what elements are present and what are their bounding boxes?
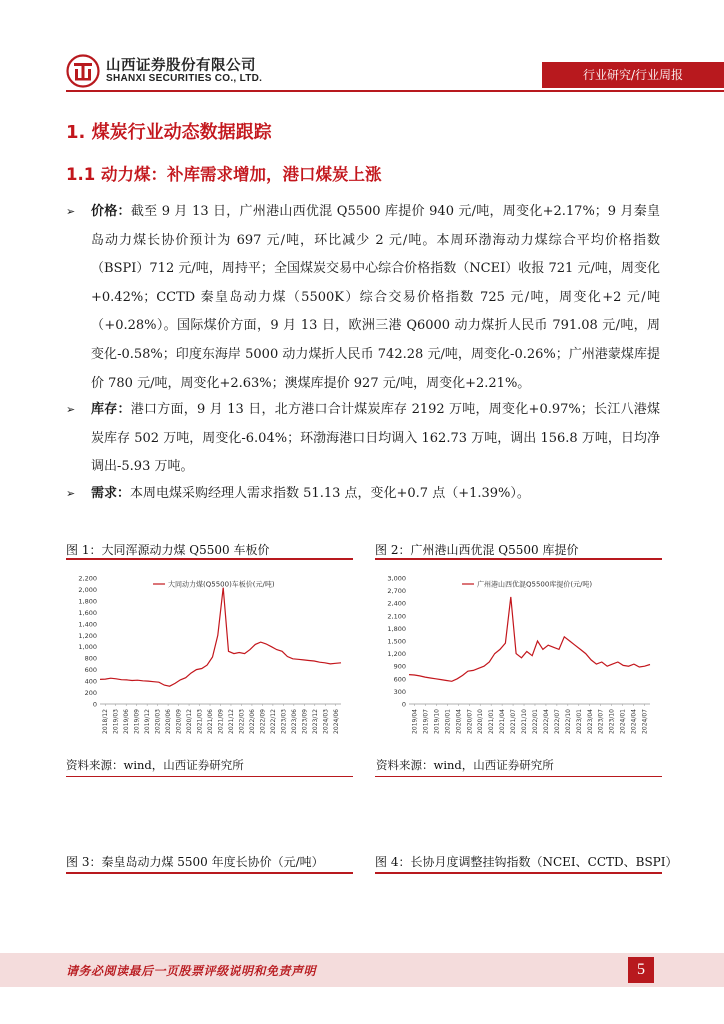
x-tick-label: 2019/03	[112, 709, 120, 734]
bullet-demand	[66, 480, 660, 509]
figure-4-title: 图 4：长协月度调整挂钩指数（NCEI、CCTD、BSPI）	[375, 855, 678, 869]
x-tick-label: 2024/01	[619, 709, 627, 734]
y-tick-label: 1,800	[387, 624, 406, 633]
figure-2-chart	[375, 566, 662, 752]
x-tick-label: 2019/10	[433, 709, 441, 734]
bullet-text: 本周电煤采购经理人需求指数 51.13 点，变化+0.7 点（+1.39%）。	[130, 486, 530, 501]
series-line	[100, 588, 341, 687]
x-tick-label: 2022/12	[269, 709, 277, 734]
figure-1-title: 图 1：大同浑源动力煤 Q5500 车板价	[66, 543, 270, 557]
x-tick-label: 2019/04	[411, 709, 419, 734]
x-tick-label: 2024/03	[322, 709, 330, 734]
x-tick-label: 2018/12	[102, 709, 110, 734]
x-tick-label: 2023/03	[280, 709, 288, 734]
bullet-label: 库存：	[91, 402, 131, 417]
y-tick-label: 0	[401, 700, 406, 709]
x-tick-label: 2021/12	[227, 709, 235, 734]
x-tick-label: 2023/04	[586, 709, 594, 734]
bullet-label: 价格：	[91, 204, 131, 219]
x-tick-label: 2024/07	[641, 709, 649, 734]
x-tick-label: 2019/07	[422, 709, 430, 734]
x-tick-label: 2023/06	[290, 709, 298, 734]
x-tick-label: 2021/10	[521, 709, 529, 734]
y-tick-label: 2,400	[387, 599, 406, 608]
figure-3-title: 图 3：秦皇岛动力煤 5500 年度长协价（元/吨）	[66, 855, 324, 869]
figure-2-title: 图 2：广州港山西优混 Q5500 库提价	[375, 543, 579, 557]
figure-1-chart	[66, 566, 353, 752]
x-tick-label: 2020/10	[477, 709, 485, 734]
y-tick-label: 1,200	[387, 650, 406, 659]
x-tick-label: 2024/04	[630, 709, 638, 734]
subsection-title: 1.1 动力煤：补库需求增加，港口煤炭上涨	[66, 165, 382, 184]
legend-label: 大同动力煤(Q5500)车板价(元/吨)	[168, 580, 275, 589]
x-tick-label: 2021/06	[207, 709, 215, 734]
x-tick-label: 2019/06	[123, 709, 131, 734]
x-tick-label: 2022/04	[542, 709, 550, 734]
y-tick-label: 2,700	[387, 587, 406, 596]
y-tick-label: 0	[92, 700, 97, 709]
header-divider	[66, 90, 724, 92]
bullet-arrow-icon: ➢	[66, 487, 76, 500]
x-tick-label: 2021/03	[196, 709, 204, 734]
y-tick-label: 400	[84, 677, 97, 686]
x-tick-label: 2020/01	[444, 709, 452, 734]
x-tick-label: 2020/12	[186, 709, 194, 734]
x-tick-label: 2024/06	[332, 709, 340, 734]
x-tick-label: 2023/10	[608, 709, 616, 734]
figure-2-source: 资料来源：wind，山西证券研究所	[376, 758, 554, 772]
section-title: 1. 煤炭行业动态数据跟踪	[66, 122, 272, 143]
y-tick-label: 1,500	[387, 637, 406, 646]
y-tick-label: 2,200	[78, 574, 97, 583]
series-line	[409, 597, 650, 681]
x-tick-label: 2022/09	[259, 709, 267, 734]
y-tick-label: 1,000	[78, 643, 97, 652]
figure-3-title-rule	[66, 872, 353, 874]
company-name-en: SHANXI SECURITIES CO., LTD.	[106, 73, 263, 84]
y-tick-label: 900	[393, 662, 406, 671]
x-tick-label: 2023/01	[575, 709, 583, 734]
bullet-arrow-icon: ➢	[66, 205, 76, 218]
figure-4-title-rule	[375, 872, 662, 874]
bullet-text: 截至 9 月 13 日，广州港山西优混 Q5500 库提价 940 元/吨，周变化+2.17%；9 月秦皇岛动力煤长协价预计为 697 元/吨，环比减少 2 元/吨。本周环渤海动力煤综合平均价格指数（BSPI）712 元/吨，周持平；全国煤炭交易中心综合价格指数（NCEI）收报 721 元/吨，周变化+0.42%；CCTD 秦皇岛动力煤（5500K）综合交易价格指数 725 元/吨，周变化+2 元/吨（+0.28%）。国际煤价方面，9 月 13 日，欧洲三港 Q6000 动力煤折人民币 791.08 元/吨，周变化-0.58%；印度东海岸 5000 动力煤折人民币 742.28 元/吨，周变化-0.26%；广州港蒙煤库提价 780 元/吨，周变化+2.63%；澳煤库提价 927 元/吨，周变化+2.21%。	[91, 204, 660, 391]
figure-1-title-rule	[66, 558, 353, 560]
page-number: 5	[628, 957, 654, 983]
x-tick-label: 2022/03	[238, 709, 246, 734]
y-tick-label: 300	[393, 687, 406, 696]
footer-disclaimer: 请务必阅读最后一页股票评级说明和免责声明	[66, 964, 317, 978]
y-tick-label: 1,600	[78, 608, 97, 617]
company-name-cn: 山西证券股份有限公司	[106, 58, 256, 74]
bullet-text: 港口方面，9 月 13 日，北方港口合计煤炭库存 2192 万吨，周变化+0.97%；长江八港煤炭库存 502 万吨，周变化-6.04%；环渤海港口日均调入 162.73 万吨，调出 156.8 万吨，日均净调出-5.93 万吨。	[91, 402, 660, 475]
x-tick-label: 2023/12	[311, 709, 319, 734]
x-tick-label: 2022/01	[531, 709, 539, 734]
legend-label: 广州港山西优混Q5500库提价(元/吨)	[477, 580, 593, 589]
figure-1-source-rule	[66, 776, 353, 777]
bullet-label: 需求：	[91, 486, 131, 501]
x-tick-label: 2021/09	[217, 709, 225, 734]
x-tick-label: 2023/07	[597, 709, 605, 734]
x-tick-label: 2021/07	[510, 709, 518, 734]
x-tick-label: 2020/06	[165, 709, 173, 734]
x-tick-label: 2020/09	[175, 709, 183, 734]
y-tick-label: 3,000	[387, 574, 406, 583]
x-tick-label: 2020/03	[154, 709, 162, 734]
x-tick-label: 2019/12	[144, 709, 152, 734]
y-tick-label: 2,000	[78, 585, 97, 594]
x-tick-label: 2023/09	[301, 709, 309, 734]
y-tick-label: 800	[84, 654, 97, 663]
report-type-tag: 行业研究/行业周报	[542, 62, 724, 88]
bullet-inventory	[66, 396, 660, 482]
y-tick-label: 2,100	[387, 612, 406, 621]
bullet-arrow-icon: ➢	[66, 403, 76, 416]
x-tick-label: 2020/04	[455, 709, 463, 734]
figure-1-source: 资料来源：wind，山西证券研究所	[66, 758, 244, 772]
x-tick-label: 2022/07	[553, 709, 561, 734]
figure-2-source-rule	[375, 776, 662, 777]
x-tick-label: 2022/10	[564, 709, 572, 734]
x-tick-label: 2022/06	[248, 709, 256, 734]
y-tick-label: 200	[84, 689, 97, 698]
x-tick-label: 2021/04	[499, 709, 507, 734]
y-tick-label: 600	[393, 675, 406, 684]
y-tick-label: 600	[84, 666, 97, 675]
x-tick-label: 2020/07	[466, 709, 474, 734]
y-tick-label: 1,400	[78, 620, 97, 629]
y-tick-label: 1,200	[78, 631, 97, 640]
bullet-price	[66, 198, 660, 398]
x-tick-label: 2019/09	[133, 709, 141, 734]
company-logo-icon	[66, 54, 100, 88]
figure-2-title-rule	[375, 558, 662, 560]
y-tick-label: 1,800	[78, 597, 97, 606]
x-tick-label: 2021/01	[488, 709, 496, 734]
